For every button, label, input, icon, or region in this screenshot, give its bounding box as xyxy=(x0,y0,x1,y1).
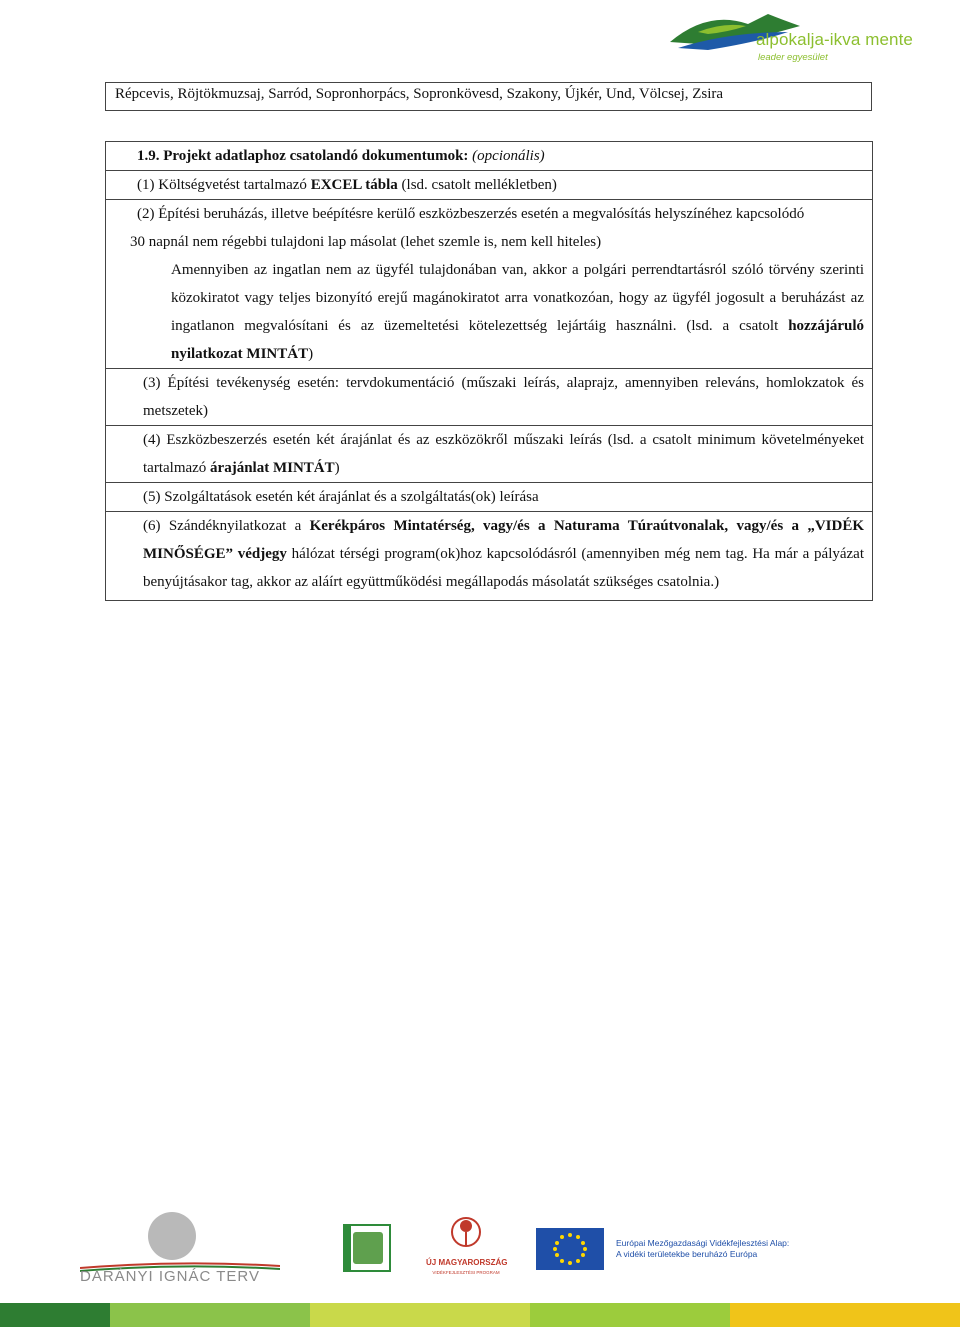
item-3-row xyxy=(106,368,872,425)
item-2-indent xyxy=(106,256,872,368)
item-3-text: (3) Építési tevékenység esetén: tervdokumentáció (műszaki leírás, alaprajz, amennyiben releváns, homlokzatok és metszetek) xyxy=(143,375,864,419)
item-2-indent-post: ) xyxy=(308,346,314,362)
bar-segment-4 xyxy=(530,1303,730,1327)
ujm-title: ÚJ MAGYARORSZÁG xyxy=(426,1258,508,1267)
item-2-indent-bold: hozzájáruló nyilatkozat MINTÁT xyxy=(171,318,865,362)
logo-subtitle: leader egyesület xyxy=(758,52,828,63)
item-1-text: (1) Költségvetést tartalmazó xyxy=(137,177,311,193)
item-5-text: (5) Szolgáltatások esetén két árajánlat és a szolgáltatás(ok) leírása xyxy=(143,489,539,505)
eu-fund-text xyxy=(616,1238,789,1260)
section-title: 1.9. Projekt adatlaphoz csatolandó dokumentumok: xyxy=(137,148,469,164)
bar-segment-2 xyxy=(110,1303,310,1327)
item-4-row xyxy=(106,425,872,482)
footer-logos xyxy=(0,1200,960,1300)
settlements-box xyxy=(105,82,872,111)
ujm-subtitle: VIDÉKFEJLESZTÉSI PROGRAM xyxy=(432,1270,500,1275)
section-optional: (opcionális) xyxy=(472,148,545,164)
item-2-indent-text: Amennyiben az ingatlan nem az ügyfél tulajdonában van, akkor a polgári perrendtartásról szóló törvény szerinti közokiratot vagy teljes bizonyító erejű magánokiratot arra vonatkozóan, hogy az ügyfél jogosult a beruházást az ingatlanon megvalósítani és az üzemeltetési kötelezettség lejártáig használni. (lsd. a csatolt xyxy=(171,262,864,334)
item-4-post: ) xyxy=(334,460,340,476)
eu-flag-icon xyxy=(536,1228,604,1270)
item-6-bold1: Kerékpáros Mintatérség, vagy/és a Naturama Túraútvonalak, vagy/és a xyxy=(309,518,799,534)
leader-logo-icon xyxy=(343,1224,391,1272)
flower-icon xyxy=(426,1214,506,1258)
item-2-line2: 30 napnál nem régebbi tulajdoni lap másolat (lehet szemle is, nem kell hiteles) xyxy=(130,234,602,250)
alpokalja-logo xyxy=(668,2,928,64)
settlements-list: Répcevis, Röjtökmuzsaj, Sarród, Sopronhorpács, Sopronkövesd, Szakony, Újkér, Und, Völcsej, Zsira xyxy=(115,86,724,102)
item-1-row xyxy=(106,170,872,199)
item-6-bold2: „VIDÉK MINŐSÉGE” védjegy xyxy=(143,518,864,562)
item-4-text: (4) Eszközbeszerzés esetén két árajánlat és az eszközökről műszaki leírás (lsd. a csatolt minimum követelményeket tartalmazó xyxy=(143,432,864,476)
item-4-bold: árajánlat MINTÁT xyxy=(210,460,335,476)
item-1-post: (lsd. csatolt mellékletben) xyxy=(397,177,557,193)
item-5-row xyxy=(106,482,872,511)
bar-segment-5 xyxy=(730,1303,960,1327)
footer-color-bar xyxy=(0,1303,960,1327)
item-6-text: (6) Szándéknyilatkozat a xyxy=(143,518,310,534)
eu-line-1: Európai Mezőgazdasági Vidékfejlesztési Alap: xyxy=(616,1238,790,1248)
section-title-row xyxy=(106,142,872,170)
eu-line-2: A vidéki területekbe beruházó Európa xyxy=(616,1249,758,1259)
bar-segment-1 xyxy=(0,1303,110,1327)
bar-segment-3 xyxy=(310,1303,530,1327)
item-2-row xyxy=(106,199,872,368)
uj-magyarorszag-logo xyxy=(426,1214,506,1286)
item-2-line1: (2) Építési beruházás, illetve beépítésre kerülő eszközbeszerzés esetén a megvalósítás helyszínéhez kapcsolódó xyxy=(137,206,805,222)
darany-ignac-terv-logo: DARÁNYI IGNÁC TERV xyxy=(80,1268,260,1285)
documents-table xyxy=(105,141,873,601)
item-6-post: hálózat térségi program(ok)hoz kapcsolódásról (amennyiben még nem tag. Ha már a pályázat benyújtásakor tag, akkor az aláírt együttműködési megállapodás másolatát szükséges csatolnia.) xyxy=(143,546,865,590)
item-6-row xyxy=(106,511,872,600)
logo-name: alpokalja-ikva mente xyxy=(756,30,913,49)
item-1-bold: EXCEL tábla xyxy=(310,177,398,193)
darany-portrait-icon xyxy=(148,1212,196,1260)
